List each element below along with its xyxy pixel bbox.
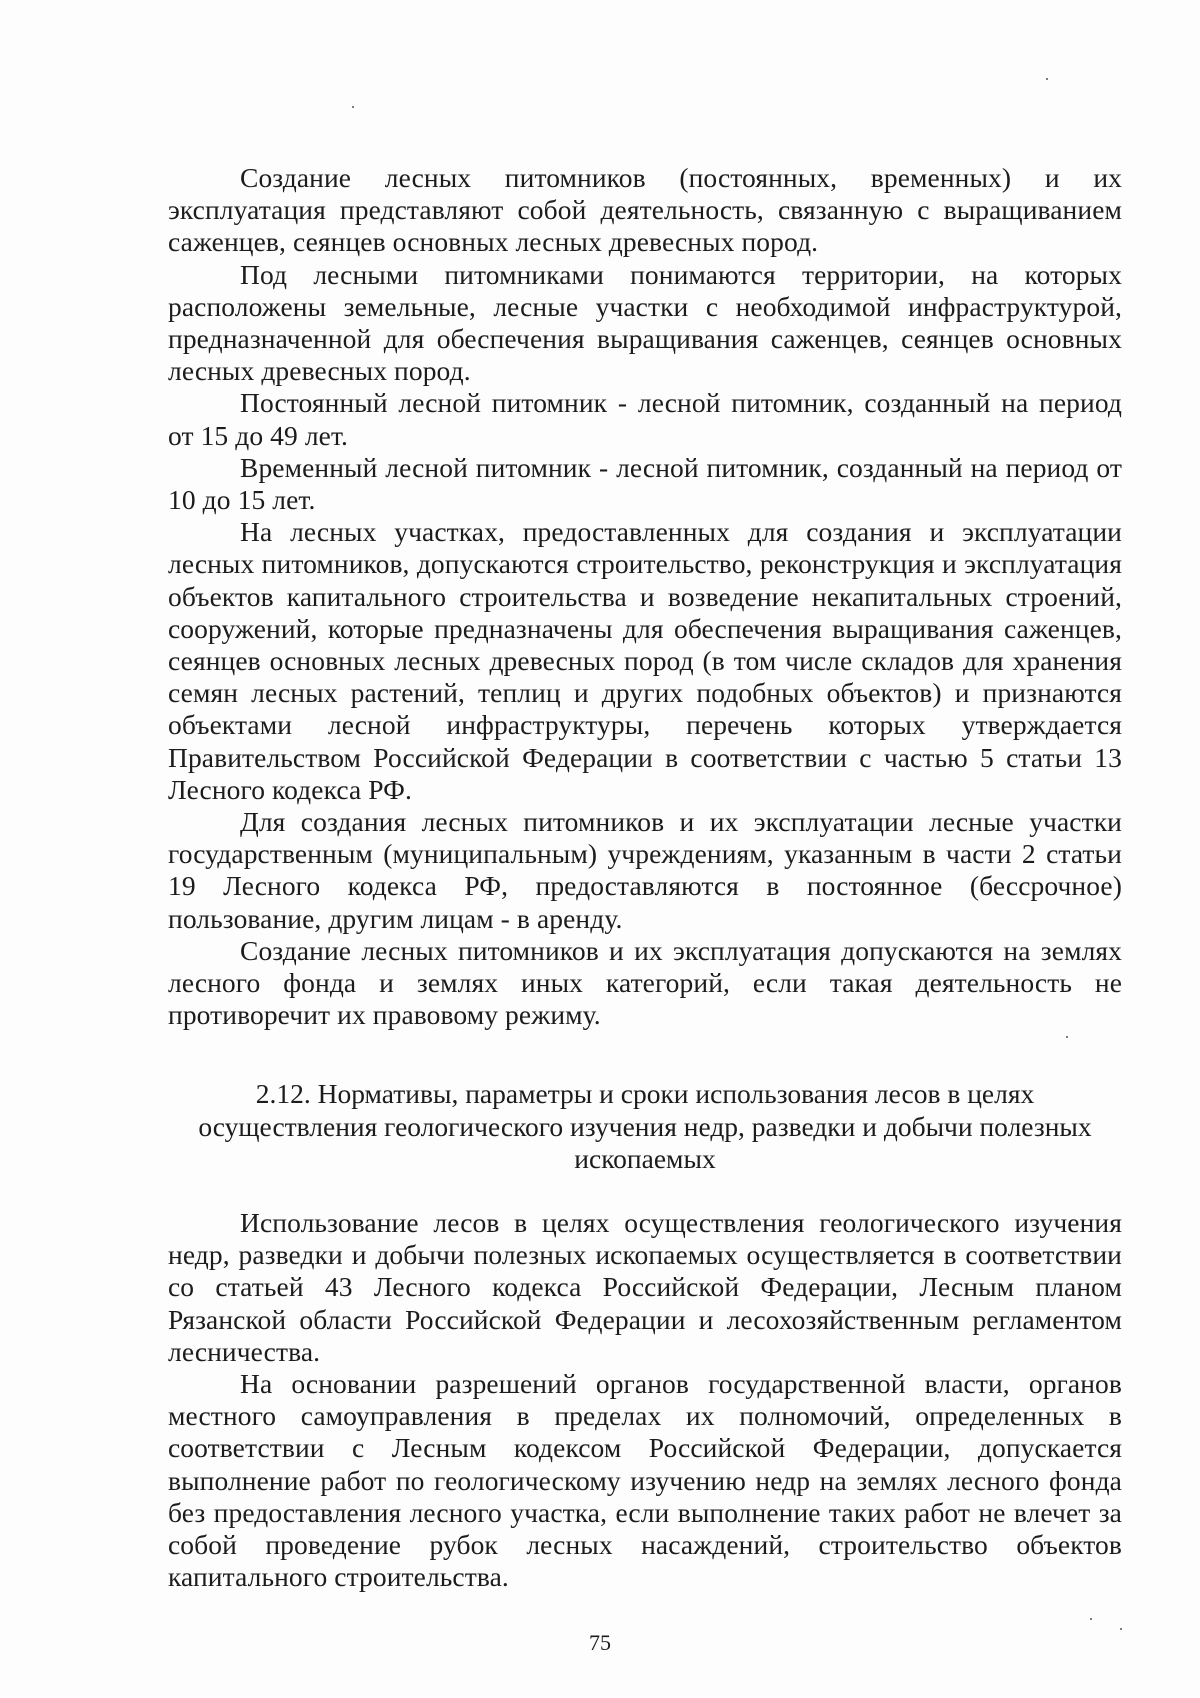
section-heading-line: осуществления геологического изучения недр, разведки и добычи полезных xyxy=(198,1110,1092,1142)
scan-speck xyxy=(1090,1618,1092,1620)
section-heading-line: ископаемых xyxy=(574,1143,716,1174)
paragraph: На основании разрешений органов государственной власти, органов местного самоуправления в пределах их полномочий, определенных в соответствии с Лесным кодексом Российской Федерации, допускается выполнение работ по геологическому изучению недр на землях лесного фонда без предоставления лесного участка, если выполнение таких работ не влечет за собой проведение рубок лесных насаждений, строительство объектов капитального строительства. xyxy=(168,1368,1122,1593)
body-text-before-heading xyxy=(168,162,1122,1031)
section-heading xyxy=(168,1078,1122,1176)
paragraph: На лесных участках, предоставленных для создания и эксплуатации лесных питомников, допускаются строительство, реконструкция и эксплуатация объектов капитального строительства и возведение некапитальных строений, сооружений, которые предназначены для обеспечения выращивания саженцев, сеянцев основных лесных древесных пород (в том числе складов для хранения семян лесных растений, теплиц и других подобных объектов) и признаются объектами лесной инфраструктуры, перечень которых утверждается Правительством Российской Федерации в соответствии с частью 5 статьи 13 Лесного кодекса РФ. xyxy=(168,516,1122,805)
scan-speck xyxy=(1066,1036,1068,1038)
page-number: 75 xyxy=(589,1630,611,1655)
scan-speck xyxy=(1046,78,1048,80)
paragraph: Использование лесов в целях осуществления геологического изучения недр, разведки и добычи полезных ископаемых осуществляется в соответствии со статьей 43 Лесного кодекса Российской Федерации, Лесным планом Рязанской области Российской Федерации и лесохозяйственным регламентом лесничества. xyxy=(168,1207,1122,1367)
paragraph: Постоянный лесной питомник - лесной питомник, созданный на период от 15 до 49 лет. xyxy=(168,387,1122,451)
scan-speck xyxy=(1120,1628,1122,1630)
paragraph: Временный лесной питомник - лесной питомник, созданный на период от 10 до 15 лет. xyxy=(168,451,1122,516)
scan-speck xyxy=(352,106,354,108)
paragraph: Под лесными питомниками понимаются территории, на которых расположены земельные, лесные участки с необходимой инфраструктурой, предназначенной для обеспечения выращивания саженцев, сеянцев основных лесных древесных пород. xyxy=(168,258,1122,387)
paragraph: Создание лесных питомников (постоянных, временных) и их эксплуатация представляют собой деятельность, связанную с выращиванием саженцев, сеянцев основных лесных древесных пород. xyxy=(168,162,1122,258)
paragraph: Создание лесных питомников и их эксплуатация допускаются на землях лесного фонда и землях иных категорий, если такая деятельность не противоречит их правовому режиму. xyxy=(168,934,1122,1031)
paragraph: Для создания лесных питомников и их эксплуатации лесные участки государственным (муниципальным) учреждениям, указанным в части 2 статьи 19 Лесного кодекса РФ, предоставляются в постоянное (бессрочное) пользование, другим лицам - в аренду. xyxy=(168,806,1122,934)
section-heading-line: 2.12. Нормативы, параметры и сроки использования лесов в целях xyxy=(255,1078,1035,1109)
body-text-after-heading xyxy=(168,1207,1122,1593)
